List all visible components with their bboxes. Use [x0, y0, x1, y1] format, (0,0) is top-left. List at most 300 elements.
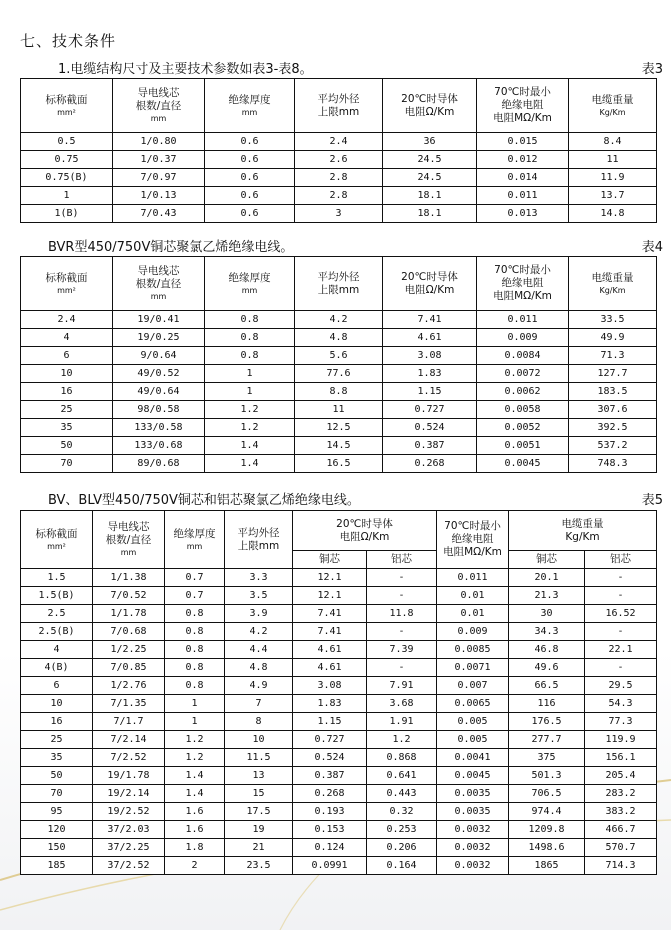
table-cell: 70: [21, 785, 93, 803]
table-cell: 0.32: [367, 803, 437, 821]
table-row: [21, 205, 657, 223]
table-cell: 185: [21, 857, 93, 875]
table-cell: 77.6: [295, 365, 383, 383]
table-cell: 501.3: [509, 767, 585, 785]
table-cell: 1: [205, 365, 295, 383]
table-cell: 4.2: [295, 311, 383, 329]
table-row: [21, 641, 657, 659]
table-cell: 34.3: [509, 623, 585, 641]
table-cell: 3.08: [293, 677, 367, 695]
table-cell: 183.5: [569, 383, 657, 401]
table-cell: 19/0.41: [113, 311, 205, 329]
table-cell: 0.0032: [437, 821, 509, 839]
table-row: [21, 695, 657, 713]
table-cell: 2.5(B): [21, 623, 93, 641]
table-cell: 0.0032: [437, 839, 509, 857]
table-row: [21, 383, 657, 401]
table3-header-5: 70℃时最小 绝缘电阻 电阻MΩ/Km: [477, 79, 569, 133]
table-cell: 6: [21, 347, 113, 365]
table-cell: 205.4: [585, 767, 657, 785]
table-cell: 2.4: [295, 133, 383, 151]
table-cell: 0.6: [205, 151, 295, 169]
table-cell: 0.0052: [477, 419, 569, 437]
table-cell: 133/0.58: [113, 419, 205, 437]
table-cell: 89/0.68: [113, 455, 205, 473]
table-cell: 0.8: [165, 677, 225, 695]
table-cell: 37/2.52: [93, 857, 165, 875]
table-cell: 0.8: [165, 605, 225, 623]
table-cell: -: [367, 569, 437, 587]
table-cell: 0.7: [165, 569, 225, 587]
table-cell: 1.83: [383, 365, 477, 383]
table-cell: 1.6: [165, 803, 225, 821]
table-cell: 974.4: [509, 803, 585, 821]
t5-header-aluminum-weight: 铝芯: [585, 551, 657, 569]
table-cell: 150: [21, 839, 93, 857]
table-cell: 1.5(B): [21, 587, 93, 605]
table-cell: 1/0.80: [113, 133, 205, 151]
table-cell: 1209.8: [509, 821, 585, 839]
table-cell: 7/1.35: [93, 695, 165, 713]
table-cell: 4.8: [225, 659, 293, 677]
table-cell: 49.6: [509, 659, 585, 677]
table-cell: 0.0058: [477, 401, 569, 419]
table-cell: 277.7: [509, 731, 585, 749]
section-heading: 七、技术条件: [20, 32, 117, 50]
table-cell: 7.91: [367, 677, 437, 695]
table-cell: 3.3: [225, 569, 293, 587]
table-cell: 18.1: [383, 205, 477, 223]
table-row: [21, 347, 657, 365]
t5-header-copper-weight: 铜芯: [509, 551, 585, 569]
table-cell: 4.2: [225, 623, 293, 641]
table-cell: 17.5: [225, 803, 293, 821]
table3-caption: 1.电缆结构尺寸及主要技术参数如表3-表8。: [58, 62, 313, 77]
table-cell: 7.39: [367, 641, 437, 659]
table-row: [21, 623, 657, 641]
table-cell: 2.8: [295, 187, 383, 205]
table5-body: [21, 569, 657, 875]
table-cell: 1.2: [205, 401, 295, 419]
table-cell: 0.0041: [437, 749, 509, 767]
table-cell: 8.8: [295, 383, 383, 401]
table-cell: 0.0032: [437, 857, 509, 875]
table3-header-row: [21, 79, 657, 133]
table-cell: 4: [21, 329, 113, 347]
table-cell: 3: [295, 205, 383, 223]
table-cell: 0.6: [205, 169, 295, 187]
table-cell: 176.5: [509, 713, 585, 731]
table-cell: 14.8: [569, 205, 657, 223]
table-cell: 10: [21, 695, 93, 713]
table-cell: 16.5: [295, 455, 383, 473]
table4-number: 表4: [641, 240, 663, 255]
table-cell: 0.443: [367, 785, 437, 803]
table-cell: 7/0.68: [93, 623, 165, 641]
table-cell: -: [367, 587, 437, 605]
table-cell: 66.5: [509, 677, 585, 695]
table-cell: 23.5: [225, 857, 293, 875]
table-cell: 50: [21, 767, 93, 785]
table-cell: 0.0085: [437, 641, 509, 659]
table-row: [21, 713, 657, 731]
table-cell: 1/2.76: [93, 677, 165, 695]
table-cell: 24.5: [383, 151, 477, 169]
table-cell: 18.1: [383, 187, 477, 205]
table-row: [21, 419, 657, 437]
table-cell: 0.8: [205, 347, 295, 365]
table-row: [21, 785, 657, 803]
table-cell: 2.6: [295, 151, 383, 169]
table-cell: 0.153: [293, 821, 367, 839]
table-cell: 133/0.68: [113, 437, 205, 455]
table-cell: 15: [225, 785, 293, 803]
table-cell: 2.5: [21, 605, 93, 623]
table4-header-row: [21, 257, 657, 311]
table-cell: 10: [225, 731, 293, 749]
table-cell: 0.01: [437, 605, 509, 623]
table-cell: 0.253: [367, 821, 437, 839]
table-cell: 7/1.7: [93, 713, 165, 731]
table-cell: 0.005: [437, 713, 509, 731]
table-cell: 11.5: [225, 749, 293, 767]
table-cell: 7.41: [293, 605, 367, 623]
table-cell: 21: [225, 839, 293, 857]
table-cell: 0.268: [383, 455, 477, 473]
table-row: [21, 587, 657, 605]
table-cell: 22.1: [585, 641, 657, 659]
table-row: [21, 569, 657, 587]
table-row: [21, 839, 657, 857]
table-cell: 1.4: [165, 767, 225, 785]
table-cell: 1.5: [21, 569, 93, 587]
table-cell: 16: [21, 383, 113, 401]
table-cell: 1/1.38: [93, 569, 165, 587]
table-cell: 0.5: [21, 133, 113, 151]
table-cell: 0.009: [437, 623, 509, 641]
table4-body: [21, 311, 657, 473]
table-cell: 19: [225, 821, 293, 839]
table4-header-4: 20℃时导体 电阻Ω/Km: [383, 257, 477, 311]
table-cell: 8.4: [569, 133, 657, 151]
table-cell: 4.61: [383, 329, 477, 347]
table-cell: 375: [509, 749, 585, 767]
table-row: [21, 151, 657, 169]
table-cell: 7.41: [293, 623, 367, 641]
table5-number: 表5: [641, 493, 663, 508]
table-cell: 0.7: [165, 587, 225, 605]
table-cell: 3.5: [225, 587, 293, 605]
table-row: [21, 749, 657, 767]
table-cell: 0.011: [437, 569, 509, 587]
table-cell: 1.8: [165, 839, 225, 857]
table-cell: 0.164: [367, 857, 437, 875]
table-cell: 4.4: [225, 641, 293, 659]
table4-caption: BVR型450/750V铜芯聚氯乙烯绝缘电线。: [48, 240, 294, 255]
table3-body: [21, 133, 657, 223]
table-cell: 19/2.52: [93, 803, 165, 821]
table-cell: 1.2: [367, 731, 437, 749]
table4-header-6: 电缆重量 Kg/Km: [569, 257, 657, 311]
table-cell: 71.3: [569, 347, 657, 365]
table-cell: 49/0.52: [113, 365, 205, 383]
table-cell: 0.0045: [477, 455, 569, 473]
table-cell: 0.011: [477, 187, 569, 205]
table3-header-4: 20℃时导体 电阻Ω/Km: [383, 79, 477, 133]
table-cell: 0.8: [165, 641, 225, 659]
table-cell: 1(B): [21, 205, 113, 223]
table-cell: 0.8: [205, 329, 295, 347]
t5-header-diameter: 平均外径 上限mm: [225, 511, 293, 569]
table-cell: 21.3: [509, 587, 585, 605]
table4-header-5: 70℃时最小 绝缘电阻 电阻MΩ/Km: [477, 257, 569, 311]
table-cell: 77.3: [585, 713, 657, 731]
table-cell: 0.005: [437, 731, 509, 749]
table-row: [21, 329, 657, 347]
table-cell: 307.6: [569, 401, 657, 419]
table-cell: 0.6: [205, 205, 295, 223]
table-cell: 7/2.14: [93, 731, 165, 749]
table-cell: 10: [21, 365, 113, 383]
table-cell: 1.4: [165, 785, 225, 803]
table3-header-0: 标称截面 mm²: [21, 79, 113, 133]
table-cell: 7: [225, 695, 293, 713]
table-cell: 0.75(B): [21, 169, 113, 187]
table-cell: 1/2.25: [93, 641, 165, 659]
table-4: [20, 256, 657, 473]
table-cell: 0.0035: [437, 803, 509, 821]
table-cell: 537.2: [569, 437, 657, 455]
table-cell: 4(B): [21, 659, 93, 677]
table-cell: 1.2: [205, 419, 295, 437]
table-5: [20, 510, 657, 875]
table-cell: 283.2: [585, 785, 657, 803]
table-cell: 37/2.03: [93, 821, 165, 839]
table-cell: 7/0.43: [113, 205, 205, 223]
table-cell: 0.727: [293, 731, 367, 749]
table-cell: 3.68: [367, 695, 437, 713]
table-cell: 1.91: [367, 713, 437, 731]
table-cell: 0.012: [477, 151, 569, 169]
table-cell: 70: [21, 455, 113, 473]
table-cell: 7/0.52: [93, 587, 165, 605]
table-cell: 0.727: [383, 401, 477, 419]
table-cell: 1.4: [205, 437, 295, 455]
table-cell: 0.0084: [477, 347, 569, 365]
table-row: [21, 311, 657, 329]
table-cell: 2: [165, 857, 225, 875]
t5-header-copper-resistance: 铜芯: [293, 551, 367, 569]
t5-header-aluminum-resistance: 铝芯: [367, 551, 437, 569]
table-cell: 12.5: [295, 419, 383, 437]
table-cell: 0.8: [165, 659, 225, 677]
table-cell: 0.524: [293, 749, 367, 767]
table-cell: 54.3: [585, 695, 657, 713]
table-cell: 0.6: [205, 187, 295, 205]
table-cell: 7/2.52: [93, 749, 165, 767]
table-cell: 12.1: [293, 587, 367, 605]
table-cell: 706.5: [509, 785, 585, 803]
table-cell: 33.5: [569, 311, 657, 329]
table-cell: 1.2: [165, 749, 225, 767]
table-cell: 0.007: [437, 677, 509, 695]
table-cell: -: [585, 623, 657, 641]
table-cell: 0.868: [367, 749, 437, 767]
table-cell: 1498.6: [509, 839, 585, 857]
table5-caption: BV、BLV型450/750V铜芯和铝芯聚氯乙烯绝缘电线。: [48, 493, 360, 508]
table-cell: 19/1.78: [93, 767, 165, 785]
table-cell: 50: [21, 437, 113, 455]
table-cell: 127.7: [569, 365, 657, 383]
table-cell: 46.8: [509, 641, 585, 659]
t5-header-conductor: 导电线芯 根数/直径 mm: [93, 511, 165, 569]
table-row: [21, 659, 657, 677]
table-cell: 29.5: [585, 677, 657, 695]
table-cell: 0.0045: [437, 767, 509, 785]
table-cell: 7/0.85: [93, 659, 165, 677]
table-cell: 0.015: [477, 133, 569, 151]
table-row: [21, 677, 657, 695]
table-cell: 20.1: [509, 569, 585, 587]
table-cell: -: [367, 623, 437, 641]
table-cell: 1.2: [165, 731, 225, 749]
table-cell: 4.61: [293, 659, 367, 677]
table-cell: 0.8: [165, 623, 225, 641]
table3-header-1: 导电线芯 根数/直径 mm: [113, 79, 205, 133]
table-row: [21, 803, 657, 821]
table-cell: 30: [509, 605, 585, 623]
table-cell: 570.7: [585, 839, 657, 857]
table-cell: 5.6: [295, 347, 383, 365]
table-cell: 0.011: [477, 311, 569, 329]
table-cell: 0.0035: [437, 785, 509, 803]
table-cell: 0.641: [367, 767, 437, 785]
table-cell: 49.9: [569, 329, 657, 347]
table-row: [21, 169, 657, 187]
table-cell: 11.9: [569, 169, 657, 187]
table3-header-2: 绝缘厚度 mm: [205, 79, 295, 133]
table-cell: 3.08: [383, 347, 477, 365]
table-cell: 25: [21, 401, 113, 419]
table-cell: 1: [165, 713, 225, 731]
table-row: [21, 187, 657, 205]
table-row: [21, 401, 657, 419]
table-cell: 1: [165, 695, 225, 713]
table3-header-6: 电缆重量 Kg/Km: [569, 79, 657, 133]
table-cell: 8: [225, 713, 293, 731]
table-cell: 0.0062: [477, 383, 569, 401]
table-row: [21, 857, 657, 875]
table-cell: 1.83: [293, 695, 367, 713]
table-cell: 12.1: [293, 569, 367, 587]
table-cell: 19/0.25: [113, 329, 205, 347]
table-cell: 0.013: [477, 205, 569, 223]
table-cell: 0.6: [205, 133, 295, 151]
table-cell: 11: [569, 151, 657, 169]
table4-header-3: 平均外径 上限mm: [295, 257, 383, 311]
table-cell: 156.1: [585, 749, 657, 767]
table-cell: 0.524: [383, 419, 477, 437]
table-cell: 1.4: [205, 455, 295, 473]
table5-header-row-1: [21, 511, 657, 551]
table-cell: 119.9: [585, 731, 657, 749]
table-cell: 0.193: [293, 803, 367, 821]
table-cell: 714.3: [585, 857, 657, 875]
table-cell: 24.5: [383, 169, 477, 187]
table-cell: 1/1.78: [93, 605, 165, 623]
table-cell: 0.268: [293, 785, 367, 803]
table-cell: 4.61: [293, 641, 367, 659]
table-cell: 2.8: [295, 169, 383, 187]
table-cell: 2.4: [21, 311, 113, 329]
table-cell: 6: [21, 677, 93, 695]
t5-header-insulation-resistance: 70℃时最小 绝缘电阻 电阻MΩ/Km: [437, 511, 509, 569]
t5-header-resistance: 20℃时导体 电阻Ω/Km: [293, 511, 437, 551]
table-cell: 11: [295, 401, 383, 419]
table-cell: 1.15: [293, 713, 367, 731]
table-row: [21, 605, 657, 623]
table-cell: 37/2.25: [93, 839, 165, 857]
table-cell: 35: [21, 419, 113, 437]
table-cell: 1/0.37: [113, 151, 205, 169]
table-cell: 120: [21, 821, 93, 839]
table-cell: 0.009: [477, 329, 569, 347]
table4-header-0: 标称截面 mm²: [21, 257, 113, 311]
table-cell: 3.9: [225, 605, 293, 623]
table-cell: 0.124: [293, 839, 367, 857]
table-cell: 4.8: [295, 329, 383, 347]
table-cell: 4.9: [225, 677, 293, 695]
table-cell: -: [585, 569, 657, 587]
table-cell: 0.0065: [437, 695, 509, 713]
table-cell: 98/0.58: [113, 401, 205, 419]
table4-header-1: 导电线芯 根数/直径 mm: [113, 257, 205, 311]
table-row: [21, 365, 657, 383]
table-row: [21, 731, 657, 749]
table-cell: 383.2: [585, 803, 657, 821]
table-cell: 25: [21, 731, 93, 749]
table4-header-2: 绝缘厚度 mm: [205, 257, 295, 311]
table-cell: 35: [21, 749, 93, 767]
table-cell: 95: [21, 803, 93, 821]
table-cell: -: [585, 659, 657, 677]
table-row: [21, 821, 657, 839]
table-cell: 748.3: [569, 455, 657, 473]
table-row: [21, 455, 657, 473]
table-cell: 0.387: [383, 437, 477, 455]
table-cell: 392.5: [569, 419, 657, 437]
table-cell: 466.7: [585, 821, 657, 839]
t5-header-insulation: 绝缘厚度 mm: [165, 511, 225, 569]
table-cell: 7.41: [383, 311, 477, 329]
table-cell: 1: [205, 383, 295, 401]
table-row: [21, 133, 657, 151]
table-cell: 116: [509, 695, 585, 713]
table-cell: 0.0991: [293, 857, 367, 875]
table-cell: 16.52: [585, 605, 657, 623]
t5-header-area: 标称截面 mm²: [21, 511, 93, 569]
table-cell: 0.8: [205, 311, 295, 329]
table-cell: 1.15: [383, 383, 477, 401]
table-cell: 0.0072: [477, 365, 569, 383]
table-cell: 13: [225, 767, 293, 785]
table-cell: 1.6: [165, 821, 225, 839]
table-cell: 0.01: [437, 587, 509, 605]
table-cell: 14.5: [295, 437, 383, 455]
table-cell: -: [585, 587, 657, 605]
table-cell: 13.7: [569, 187, 657, 205]
t5-header-weight: 电缆重量 Kg/Km: [509, 511, 657, 551]
